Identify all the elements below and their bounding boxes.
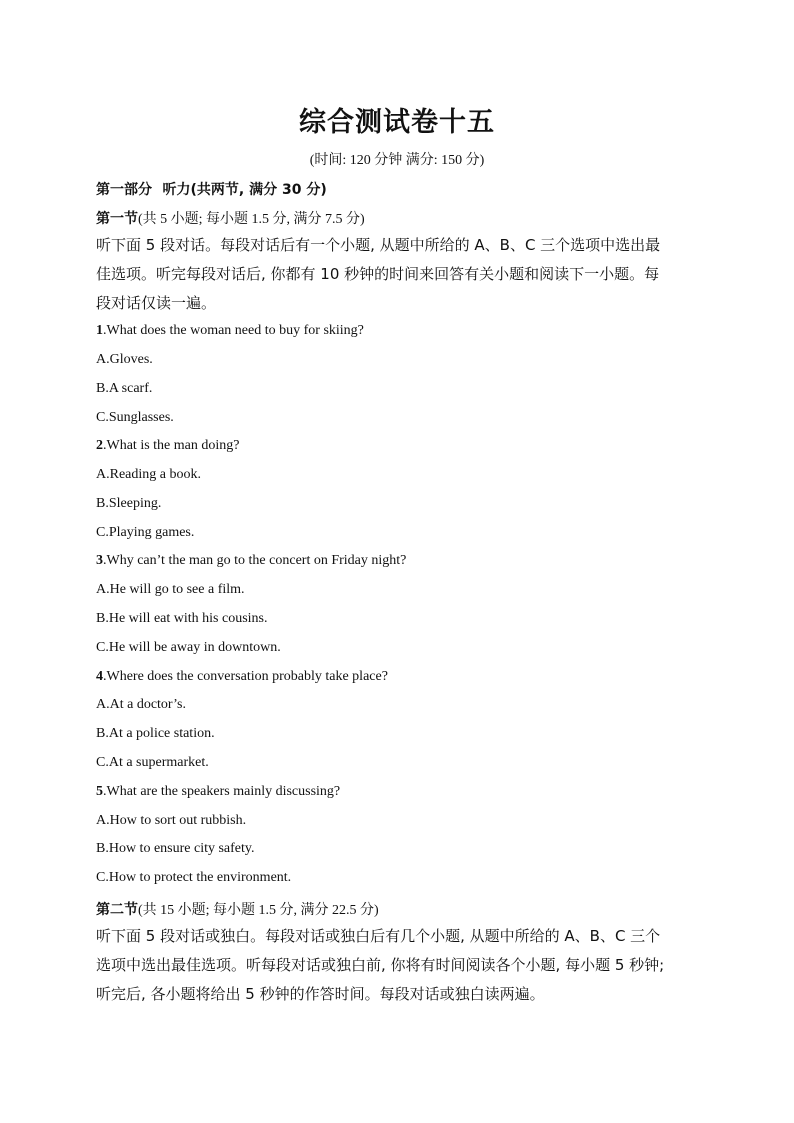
section2-label: 第二节 (96, 902, 138, 918)
question-3-option-b: B.He will eat with his cousins. (96, 611, 268, 626)
question-number: 2 (96, 438, 103, 453)
question-2-option-c: C.Playing games. (96, 525, 195, 540)
part1-label: 第一部分 (96, 182, 152, 198)
question-text: .What are the speakers mainly discussing? (103, 784, 341, 799)
question-2-option-a: A.Reading a book. (96, 467, 201, 482)
question-2 (96, 438, 239, 454)
question-5-option-b: B.How to ensure city safety. (96, 841, 255, 856)
question-3 (96, 553, 406, 569)
section1-instructions (96, 231, 696, 318)
question-3-option-a: A.He will go to see a film. (96, 582, 245, 597)
question-1-option-a: A.Gloves. (96, 352, 153, 367)
question-text: .Why can’t the man go to the concert on Friday night? (103, 553, 407, 568)
question-4 (96, 669, 388, 685)
instruction-line: 佳选项。听完每段对话后, 你都有 10 秒钟的时间来回答有关小题和阅读下一小题。每 (96, 265, 660, 283)
question-1-option-c: C.Sunglasses. (96, 410, 174, 425)
question-text: .Where does the conversation probably take place? (103, 669, 388, 684)
question-4-option-b: B.At a police station. (96, 726, 215, 741)
part1-heading (96, 179, 327, 199)
page-title: 综合测试卷十五 (299, 107, 495, 138)
question-text: .What is the man doing? (103, 438, 240, 453)
instruction-line: 听下面 5 段对话。每段对话后有一个小题, 从题中所给的 A、B、C 三个选项中选出最 (96, 236, 661, 254)
section2-instructions (96, 922, 696, 1009)
section2-desc: (共 15 小题; 每小题 1.5 分, 满分 22.5 分) (138, 903, 379, 918)
question-4-option-a: A.At a doctor’s. (96, 697, 186, 712)
question-2-option-b: B.Sleeping. (96, 496, 162, 511)
question-5 (96, 784, 340, 800)
question-number: 4 (96, 669, 103, 684)
instruction-line: 听下面 5 段对话或独白。每段对话或独白后有几个小题, 从题中所给的 A、B、C 三个 (96, 927, 661, 945)
exam-time-score: (时间: 120 分钟 满分: 150 分) (309, 153, 485, 168)
question-4-option-c: C.At a supermarket. (96, 755, 209, 770)
question-3-option-c: C.He will be away in downtown. (96, 640, 281, 655)
question-text: .What does the woman need to buy for skiing? (103, 323, 364, 338)
question-5-option-c: C.How to protect the environment. (96, 870, 292, 885)
question-number: 3 (96, 553, 103, 568)
instruction-line: 段对话仅读一遍。 (96, 294, 217, 312)
instruction-line: 选项中选出最佳选项。听每段对话或独白前, 你将有时间阅读各个小题, 每小题 5 秒钟; (96, 956, 665, 974)
instruction-line: 听完后, 各小题将给出 5 秒钟的作答时间。每段对话或独白读两遍。 (96, 985, 545, 1003)
section1-label: 第一节 (96, 211, 138, 227)
section2-heading (96, 899, 379, 919)
question-5-option-a: A.How to sort out rubbish. (96, 813, 247, 828)
section1-desc: (共 5 小题; 每小题 1.5 分, 满分 7.5 分) (138, 212, 365, 227)
part1-name: 听力(共两节, 满分 30 分) (162, 182, 327, 198)
question-1-option-b: B.A scarf. (96, 381, 153, 396)
question-number: 5 (96, 784, 103, 799)
section1-heading (96, 208, 365, 228)
question-1 (96, 323, 364, 339)
question-number: 1 (96, 323, 103, 338)
